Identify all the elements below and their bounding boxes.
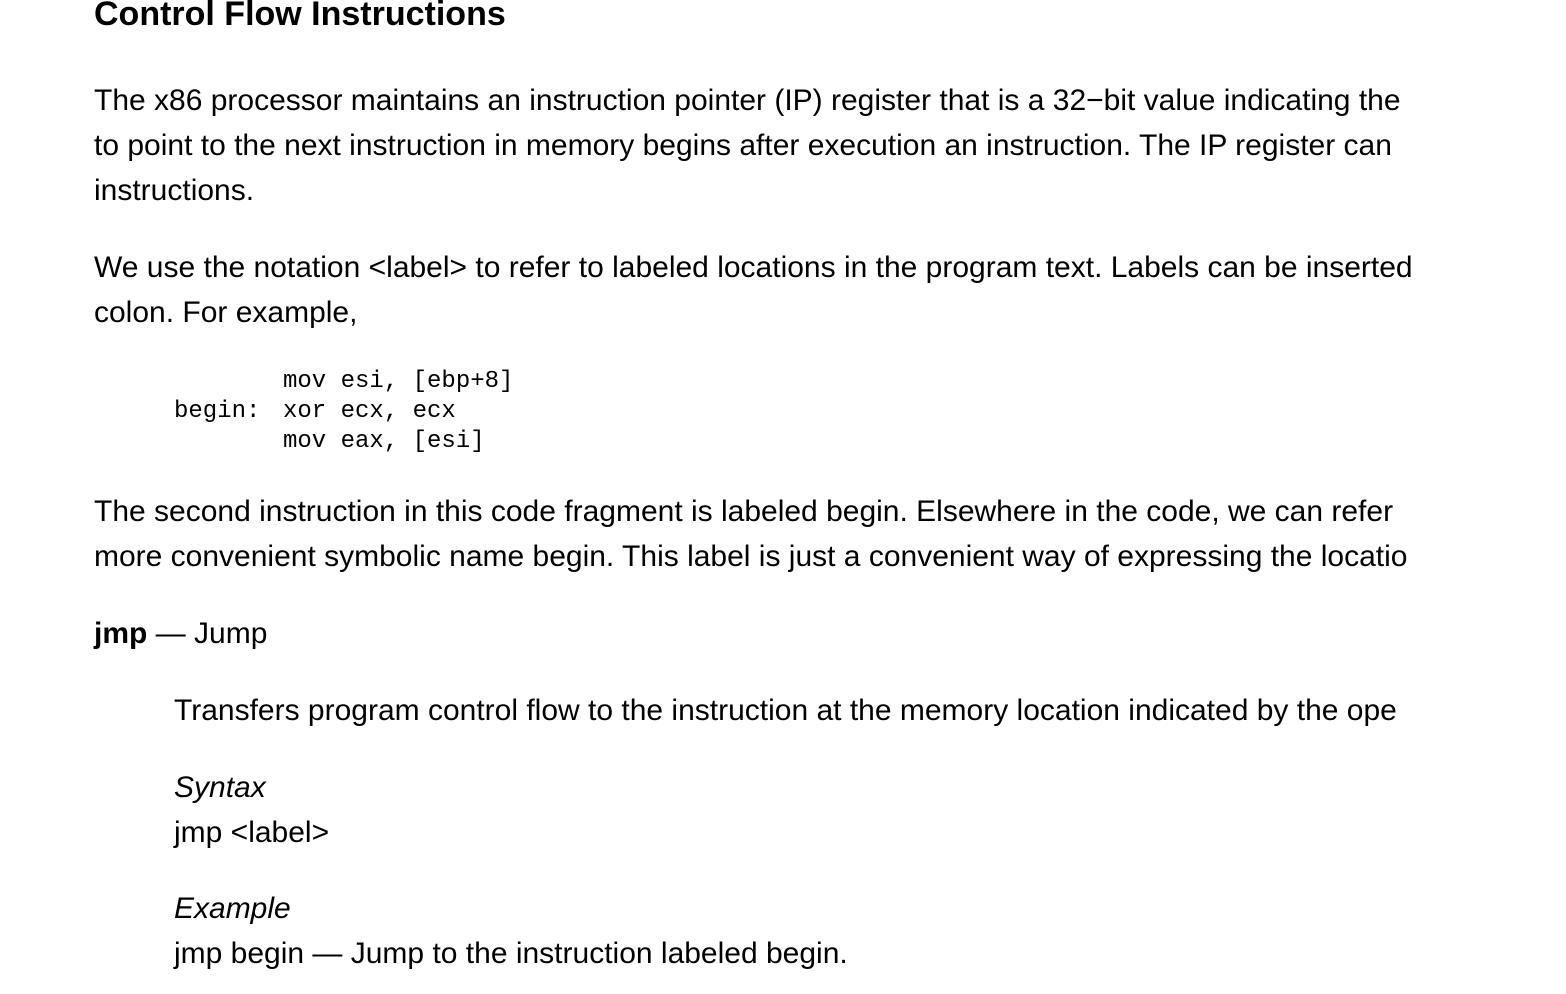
jmp-description: Transfers program control flow to the instruction at the memory location indicated by the ope (174, 694, 1397, 727)
label-notation-paragraph (94, 245, 1413, 335)
section-title: Control Flow Instructions (94, 0, 506, 33)
syntax-heading: Syntax (174, 771, 266, 804)
jmp-syntax-block (174, 765, 329, 855)
jmp-heading (94, 611, 267, 656)
code-instruction: mov esi, [ebp+8] (283, 368, 514, 395)
code-instruction: mov eax, [esi] (283, 428, 485, 455)
label-explanation-paragraph (94, 489, 1407, 579)
code-line (174, 367, 513, 397)
example-text: jmp begin — Jump to the instruction labeled begin. (174, 937, 848, 970)
code-instruction: xor ecx, ecx (283, 398, 456, 425)
paragraph-line: more convenient symbolic name begin. This label is just a convenient way of expressing the locatio (94, 540, 1408, 573)
code-label: begin: (174, 398, 261, 425)
code-line (174, 397, 513, 427)
paragraph-line: to point to the next instruction in memory begins after execution an instruction. The IP register can (94, 129, 1392, 162)
ip-register-paragraph (94, 78, 1401, 213)
code-line (174, 427, 513, 457)
example-heading: Example (174, 892, 291, 925)
paragraph-line: The second instruction in this code fragment is labeled begin. Elsewhere in the code, we can refer (94, 495, 1394, 528)
code-example (174, 367, 513, 457)
syntax-text: jmp <label> (174, 816, 330, 849)
jmp-example-block (174, 886, 848, 976)
paragraph-line: colon. For example, (94, 296, 358, 329)
paragraph-line: The x86 processor maintains an instruction pointer (IP) register that is a 32−bit value indicating the (94, 84, 1401, 117)
jmp-mnemonic: jmp (94, 617, 148, 650)
jmp-title: — Jump (147, 617, 268, 650)
paragraph-line: instructions. (94, 174, 255, 207)
paragraph-line: We use the notation <label> to refer to labeled locations in the program text. Labels can be inserted (94, 251, 1413, 284)
